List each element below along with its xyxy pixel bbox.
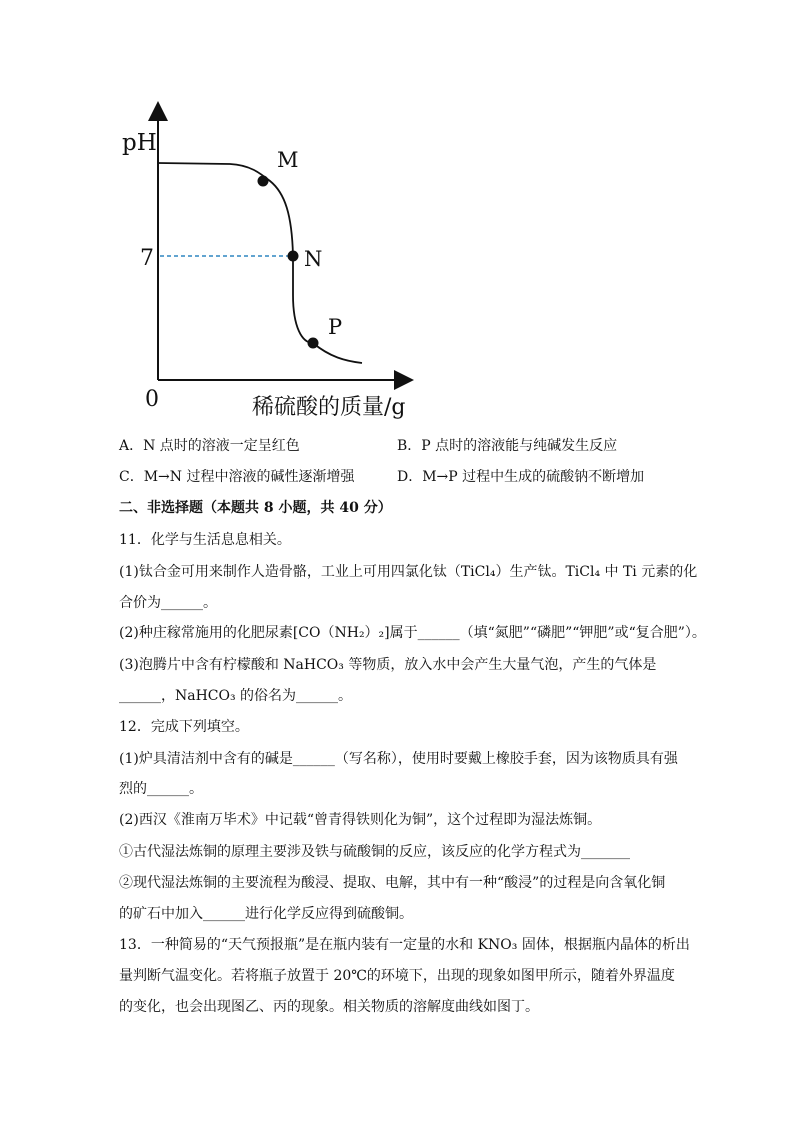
q12-part1-line2: 烈的______。 [119, 781, 203, 797]
q12-part2: (2)西汉《淮南万毕术》中记载“曾青得铁则化为铜”，这个过程即为湿法炼铜。 [119, 812, 602, 828]
origin-label: 0 [145, 387, 159, 412]
q13-line1: 13．一种简易的“天气预报瓶”是在瓶内装有一定量的水和 KNO₃ 固体，根据瓶内晶体的析出 [119, 937, 690, 953]
q12-part1-line1: (1)炉具清洁剂中含有的碱是______（写名称），使用时要戴上橡胶手套，因为该物质具有强 [119, 751, 678, 767]
q11-part3-line2: ______，NaHCO₃ 的俗名为______。 [119, 688, 353, 704]
point-p-marker [308, 338, 319, 349]
option-c: C．M→N 过程中溶液的碱性逐渐增强 [119, 469, 355, 485]
y-axis-label: pH [122, 130, 157, 156]
q11-part2: (2)种庄稼常施用的化肥尿素[CO（NH₂）₂]属于______（填“氮肥”“磷肥”“钾肥”或“复合肥”）。 [119, 625, 706, 641]
q12-sub2-line2: 的矿石中加入______进行化学反应得到硫酸铜。 [119, 906, 413, 922]
point-n-label: N [304, 247, 323, 271]
q12-stem: 12．完成下列填空。 [119, 719, 249, 735]
ph7-label: 7 [140, 246, 154, 271]
point-p-label: P [328, 315, 343, 339]
point-m-marker [258, 176, 269, 187]
point-n-marker [288, 251, 299, 262]
ph-curve-figure [100, 95, 440, 425]
q13-line2: 量判断气温变化。若将瓶子放置于 20℃的环境下，出现的现象如图甲所示，随着外界温度 [119, 968, 675, 984]
q11-stem: 11．化学与生活息息相关。 [119, 532, 291, 548]
x-axis-label: 稀硫酸的质量/g [252, 395, 406, 420]
q12-sub2-line1: ②现代湿法炼铜的主要流程为酸浸、提取、电解，其中有一种“酸浸”的过程是向含氧化铜 [119, 875, 666, 891]
option-d: D．M→P 过程中生成的硫酸钠不断增加 [397, 469, 645, 485]
q11-part3-line1: (3)泡腾片中含有柠檬酸和 NaHCO₃ 等物质，放入水中会产生大量气泡，产生的气体是 [119, 657, 657, 673]
q11-part1-line2: 合价为______。 [119, 595, 217, 611]
point-m-label: M [277, 148, 299, 172]
option-b: B．P 点时的溶液能与纯碱发生反应 [397, 438, 618, 454]
q11-part1-line1: (1)钛合金可用来制作人造骨骼，工业上可用四氯化钛（TiCl₄）生产钛。TiCl₄ 中 Ti 元素的化 [119, 564, 698, 580]
q13-line3: 的变化，也会出现图乙、丙的现象。相关物质的溶解度曲线如图丁。 [119, 999, 539, 1015]
section-title: 二、非选择题（本题共 8 小题，共 40 分） [119, 500, 392, 516]
q12-sub1: ①古代湿法炼铜的原理主要涉及铁与硫酸铜的反应，该反应的化学方程式为_______ [119, 844, 630, 860]
option-a: A．N 点时的溶液一定呈红色 [119, 438, 300, 454]
